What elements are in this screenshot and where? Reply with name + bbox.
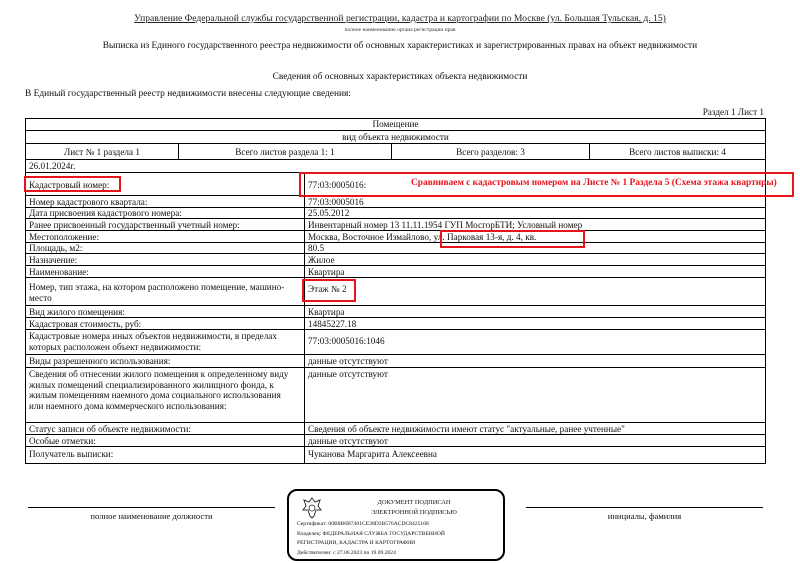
row-label-name: Наименование:	[29, 267, 89, 277]
row-value-parent-objects: 77:03:0005016:1046	[308, 336, 385, 346]
row-value-recipient: Чуканова Маргарита Алексеевна	[308, 449, 437, 459]
position-caption: полное наименование должности	[90, 511, 213, 521]
row-label-purpose: Назначение:	[29, 255, 78, 265]
coat-of-arms-icon	[301, 496, 323, 520]
row-value-special-marks: данные отсутствуют	[308, 436, 388, 446]
stamp-owner-1: Владелец: ФЕДЕРАЛЬНАЯ СЛУЖБА ГОСУДАРСТВЕННОЙ	[297, 531, 445, 537]
highlight-floor	[302, 279, 356, 302]
row-value-dwelling-type: Квартира	[308, 307, 345, 317]
object-type: Помещение	[372, 119, 419, 129]
total-sheets-extract: Всего листов выписки: 4	[629, 147, 726, 157]
stamp-valid: Действителен: с 27.06.2023 по 19.09.2024	[297, 550, 396, 556]
row-label-special-marks: Особые отметки:	[29, 436, 96, 446]
stamp-certificate: Сертификат: 00B8B6B7401CE38D3B576ACDC8425108	[297, 521, 429, 527]
row-value-name: Квартира	[308, 267, 345, 277]
row-value-area: 80.5	[308, 243, 325, 253]
total-sheets-section: Всего листов раздела 1: 1	[235, 147, 335, 157]
position-line	[28, 507, 275, 508]
row-label-area: Площадь, м2:	[29, 243, 83, 253]
row-label-parent-objects: Кадастровые номера иных объектов недвижимости, в пределах которых расположен объект недвижимости:	[29, 331, 277, 352]
row-value-assignment-date: 25.05.2012	[308, 208, 350, 218]
location-city: Москва, Восточное Измайлово,	[308, 232, 434, 242]
extract-date: 26.01.2024г.	[29, 161, 76, 171]
highlight-cadastral-label	[24, 176, 121, 192]
row-value-cadastral-number: 77:03:0005016:	[308, 180, 367, 190]
annotation-note: Сравниваем с кадастровым номером на Листе № 1 Раздела 5 (Схема этажа квартиры)	[411, 178, 777, 188]
row-value-special-housing: данные отсутствуют	[308, 369, 388, 379]
object-type-caption: вид объекта недвижимости	[342, 132, 449, 142]
characteristics-table	[25, 118, 766, 464]
part-sheet-label: Раздел 1 Лист 1	[702, 107, 764, 117]
sheet-number: Лист № 1 раздела 1	[64, 147, 140, 157]
total-sections: Всего разделов: 3	[456, 147, 525, 157]
row-value-cadastral-quarter: 77:03:0005016	[308, 197, 364, 207]
row-label-cadastral-quarter: Номер кадастрового квартала:	[29, 197, 148, 207]
row-value-previous-number: Инвентарный номер 13 11.11.1954 ГУП МосгорБТИ; Условный номер	[308, 220, 583, 230]
e-signature-stamp	[287, 489, 505, 561]
row-value-cadastral-value: 14845227.18	[308, 319, 357, 329]
agency-caption: полное наименование органа регистрации прав	[344, 27, 456, 33]
row-label-dwelling-type: Вид жилого помещения:	[29, 307, 125, 317]
row-label-previous-number: Ранее присвоенный государственный учетный номер:	[29, 220, 240, 230]
row-value-permitted-use: данные отсутствуют	[308, 356, 388, 366]
row-label-cadastral-number: Кадастровый номер:	[29, 180, 110, 190]
row-label-special-housing: Сведения об отнесении жилого помещения к определенному виду жилых помещений специализированного жилищного фонда, к жилым помещениям наемного дома социального использования или наемного дома коммерческого использования:	[29, 369, 289, 411]
row-value-purpose: Жилое	[308, 255, 335, 265]
name-line	[526, 507, 763, 508]
row-label-cadastral-value: Кадастровая стоимость, руб:	[29, 319, 142, 329]
row-label-assignment-date: Дата присвоения кадастрового номера:	[29, 208, 182, 218]
extract-title: Выписка из Единого государственного реестра недвижимости об основных характеристиках и зарегистрированных правах на объект недвижимости	[102, 41, 698, 51]
section-title: Сведения об основных характеристиках объекта недвижимости	[272, 72, 528, 82]
row-value-floor: Этаж № 2	[308, 284, 347, 294]
row-label-recipient: Получатель выписки:	[29, 449, 114, 459]
stamp-line-1: ДОКУМЕНТ ПОДПИСАН	[377, 499, 451, 506]
row-label-record-status: Статус записи об объекте недвижимости:	[29, 424, 191, 434]
stamp-line-2: ЭЛЕКТРОННОЙ ПОДПИСЬЮ	[371, 509, 457, 516]
row-label-location: Местоположение:	[29, 232, 100, 242]
agency-name: Управление Федеральной службы государственной регистрации, кадастра и картографии по Москве (ул. Большая Тульская, д. 15)	[134, 13, 666, 24]
row-value-record-status: Сведения об объекте недвижимости имеют статус "актуальные, ранее учтенные"	[308, 424, 625, 434]
location-street: ул. Парковая 13-я, д. 4, кв.	[433, 232, 537, 242]
row-label-floor: Номер, тип этажа, на котором расположено помещение, машино-место	[29, 282, 285, 303]
intro-text: В Единый государственный реестр недвижимости внесены следующие сведения:	[25, 89, 351, 99]
stamp-owner-2: РЕГИСТРАЦИИ, КАДАСТРА И КАРТОГРАФИИ	[297, 540, 416, 546]
name-caption: инициалы, фамилия	[607, 511, 682, 521]
highlight-address	[440, 230, 585, 248]
row-label-permitted-use: Виды разрешенного использования:	[29, 356, 171, 366]
